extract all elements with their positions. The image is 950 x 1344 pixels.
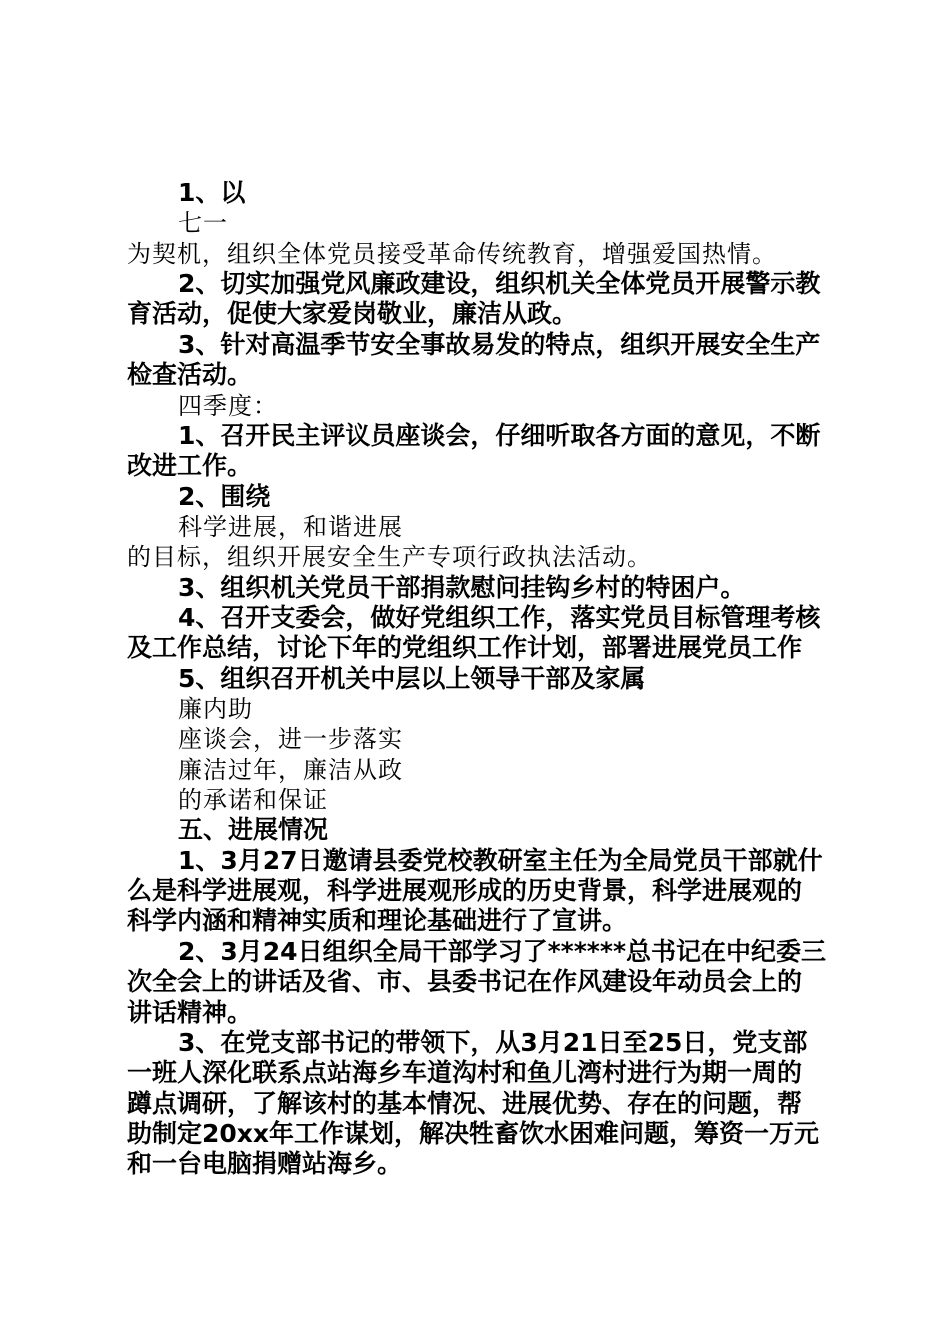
text-line: 2、切实加强党风廉政建设，组织机关全体党员开展警示教 <box>178 269 821 298</box>
text-line: 4、召开支委会，做好党组织工作，落实党员目标管理考核 <box>178 603 821 632</box>
text-line: 及工作总结，讨论下年的党组织工作计划，部署进展党员工作 <box>127 633 803 662</box>
text-line: 1、以 <box>178 178 246 207</box>
text-line: 讲话精神。 <box>127 998 253 1027</box>
text-line: 3、针对高温季节安全事故易发的特点，组织开展安全生产 <box>178 330 821 359</box>
text-line: 廉洁过年，廉洁从政 <box>178 756 403 784</box>
text-line: 蹲点调研，了解该村的基本情况、进展优势、存在的问题，帮 <box>127 1089 803 1118</box>
text-line: 1、3月27日邀请县委党校教研室主任为全局党员干部就什 <box>178 846 823 875</box>
text-line: 3、在党支部书记的带领下，从3月21日至25日，党支部 <box>178 1028 808 1057</box>
text-line: 座谈会，进一步落实 <box>178 725 403 753</box>
text-line: 5、组织召开机关中层以上领导干部及家属 <box>178 664 646 693</box>
section-heading: 五、进展情况 <box>178 815 329 844</box>
text-line: 和一台电脑捐赠站海乡。 <box>127 1149 403 1178</box>
text-line: 么是科学进展观，科学进展观形成的历史背景，科学进展观的 <box>127 876 803 905</box>
text-line: 改进工作。 <box>127 451 253 480</box>
text-line: 1、召开民主评议员座谈会，仔细听取各方面的意见，不断 <box>178 421 821 450</box>
text-line: 2、3月24日组织全局干部学习了******总书记在中纪委三 <box>178 937 827 966</box>
text-line: 廉内助 <box>178 695 253 723</box>
text-line: 为契机，组织全体党员接受革命传统教育，增强爱国热情。 <box>127 240 777 268</box>
text-line: 助制定20xx年工作谋划，解决牲畜饮水困难问题，筹资一万元 <box>127 1119 820 1148</box>
text-line: 育活动，促使大家爱岗敬业，廉洁从政。 <box>127 299 578 328</box>
text-line: 七一 <box>178 209 228 237</box>
text-line: 科学内涵和精神实质和理论基础进行了宣讲。 <box>127 906 628 935</box>
text-line: 一班人深化联系点站海乡车道沟村和鱼儿湾村进行为期一周的 <box>127 1058 803 1087</box>
text-line: 的目标，组织开展安全生产专项行政执法活动。 <box>127 543 652 571</box>
text-line: 科学进展，和谐进展 <box>178 513 403 541</box>
text-line: 的承诺和保证 <box>178 786 328 814</box>
text-line: 2、围绕 <box>178 482 271 511</box>
text-line: 次全会上的讲话及省、市、县委书记在作风建设年动员会上的 <box>127 967 803 996</box>
text-line: 3、组织机关党员干部捐款慰问挂钩乡村的特困户。 <box>178 573 746 602</box>
text-line: 检查活动。 <box>127 360 253 389</box>
text-line: 四季度： <box>178 392 278 420</box>
